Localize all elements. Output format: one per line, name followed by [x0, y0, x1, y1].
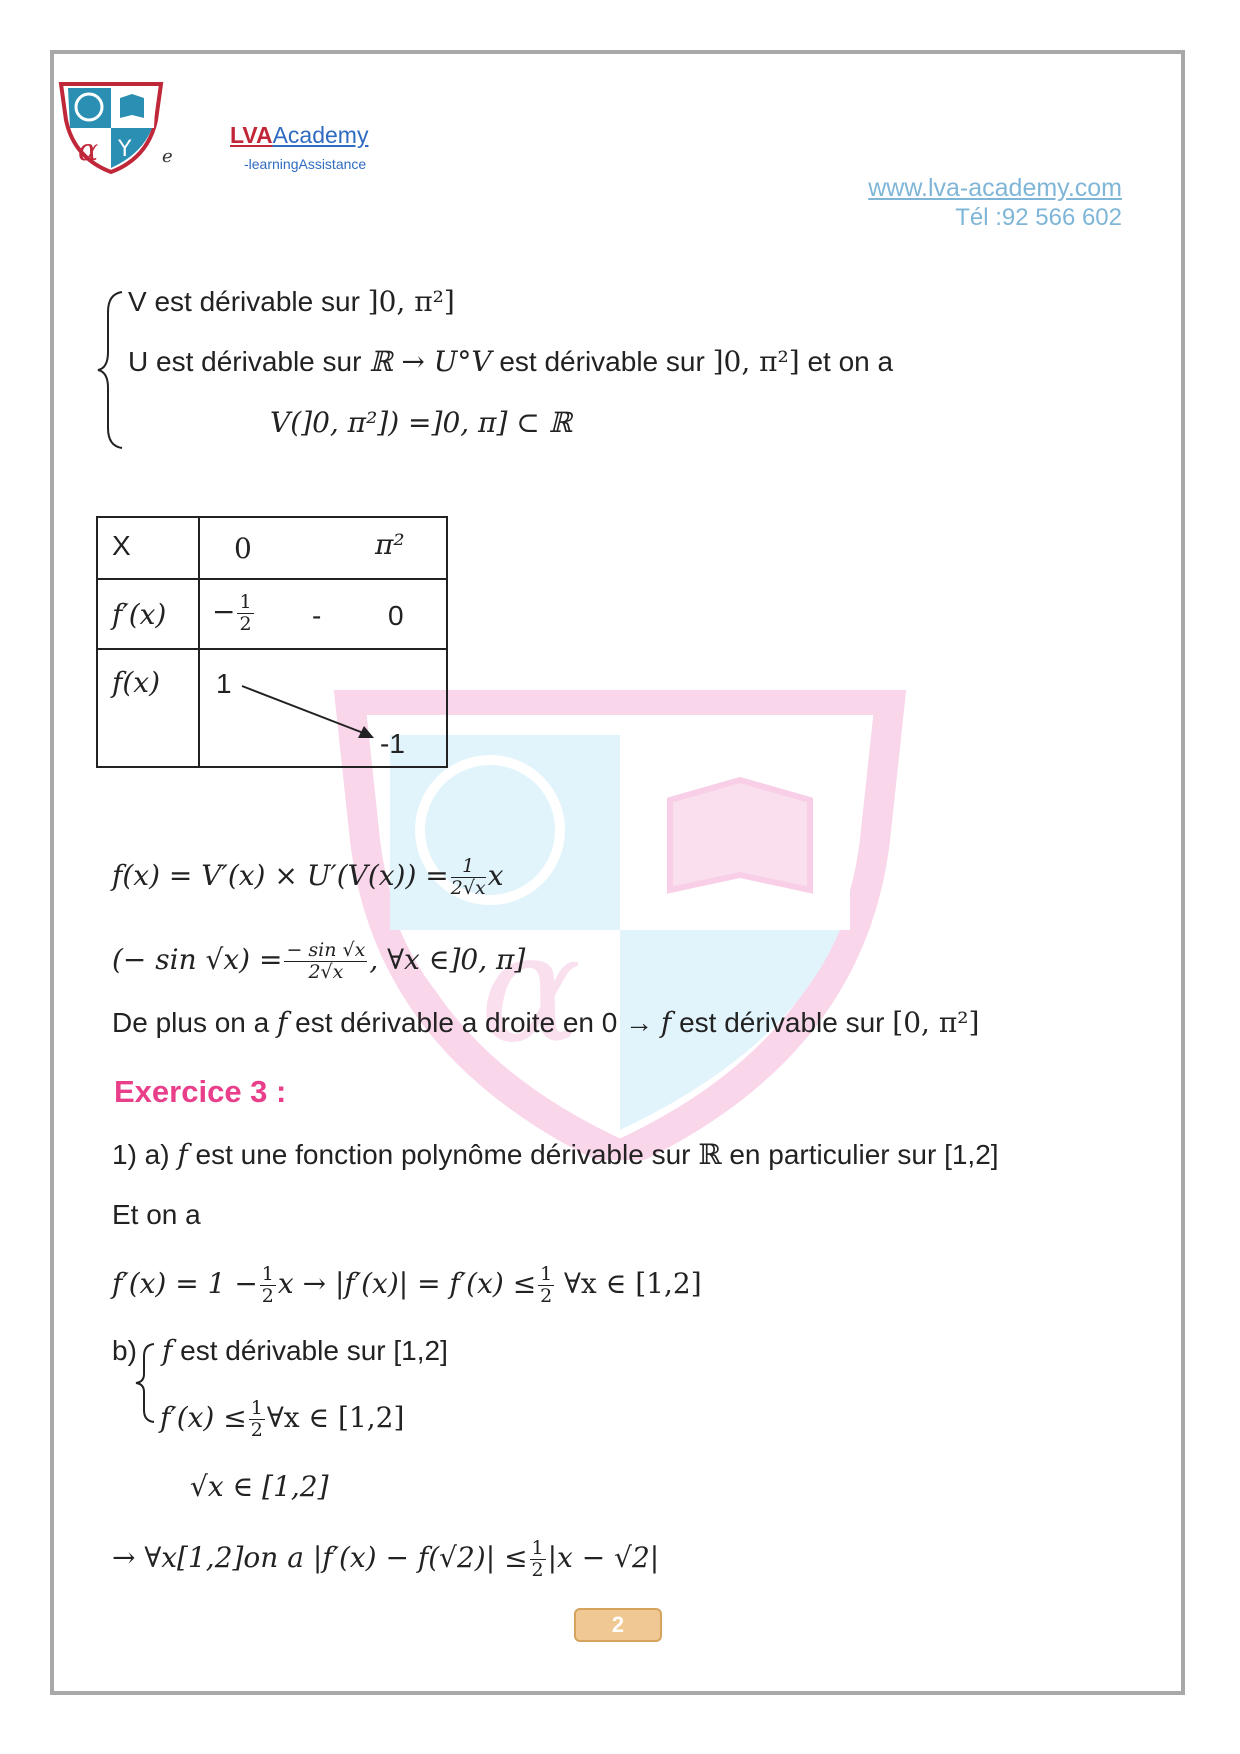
derivative-line3 [112, 1006, 979, 1040]
b-line1-text: est dérivable sur [1,2] [172, 1335, 448, 1366]
derivative-line2-num: − sin √x [286, 939, 366, 961]
cell-x-label [97, 517, 199, 579]
website-link[interactable]: www.lva-academy.com [868, 174, 1122, 202]
system1-line1-text: V est dérivable sur [128, 286, 368, 317]
derivative-line2 [112, 940, 525, 983]
x-end: π² [375, 528, 405, 561]
fprime-mid: x → |f′(x)| = f′(x) ≤ [277, 1266, 537, 1300]
cell-fprime-values [199, 579, 447, 649]
cell-f-label [97, 649, 199, 767]
derivative-line2-tail: , ∀x ∈]0, π] [369, 942, 526, 976]
b-line2-lhs: f′(x) ≤ [160, 1400, 247, 1434]
q1a-text-c: en particulier sur [1,2] [721, 1139, 999, 1170]
q1a-math-b: ℝ [698, 1138, 722, 1171]
fprime-end: 0 [388, 600, 404, 631]
b-label: b) [112, 1335, 137, 1366]
conclusion-tail: |x − √2| [547, 1540, 660, 1574]
page-number-badge: 2 [574, 1608, 662, 1642]
conclusion-line [112, 1538, 659, 1581]
system1-line2-text-b: est dérivable sur [491, 346, 713, 377]
f-label: f(x) [112, 666, 161, 699]
x-start: 0 [234, 532, 252, 565]
phone-number: Tél :92 566 602 [955, 204, 1122, 231]
q1a-math: f [177, 1138, 188, 1171]
f-end: -1 [380, 728, 405, 759]
conclusion-fraction [530, 1538, 546, 1581]
derivative-line3-text-b: est dérivable a droite en 0 → [287, 1007, 661, 1038]
fprime-start-sign: − [212, 594, 236, 628]
fprime-num-2: 1 [540, 1263, 553, 1285]
fprime-fraction-2 [538, 1264, 554, 1307]
b-line3: √x ∈ [1,2] [190, 1470, 329, 1503]
table-row-f [97, 649, 447, 767]
q1a-text-a: 1) a) [112, 1139, 178, 1170]
system1-line2-text-a: U est dérivable sur [128, 346, 370, 377]
derivative-line1-tail: x [487, 858, 504, 892]
b-line1-math: f [162, 1334, 173, 1367]
fprime-lhs: f′(x) = 1 − [112, 1266, 258, 1300]
derivative-line3-math-c: [0, π²] [892, 1006, 980, 1039]
system1-line2-text-c: et on a [799, 346, 894, 377]
svg-text:Y: Y [118, 137, 132, 162]
fprime-start-den: 2 [239, 613, 252, 635]
derivative-line3-text-a: De plus on a [112, 1007, 277, 1038]
derivative-line2-den: 2√x [308, 961, 344, 983]
derivative-line2-fraction [284, 940, 367, 983]
x-label: X [112, 530, 131, 561]
q1a-text-b: est une fonction polynôme dérivable sur [187, 1139, 699, 1170]
fprime-bound-line [112, 1264, 702, 1307]
cell-fprime-label [97, 579, 199, 649]
system1-line2-math-b: ]0, π²] [712, 345, 800, 378]
derivative-line2-math: (− sin √x) = [112, 942, 283, 976]
exercise-heading: Exercice 3 : [114, 1074, 287, 1109]
conclusion-den: 2 [531, 1559, 544, 1581]
svg-text:α: α [78, 133, 99, 168]
b-line1 [162, 1334, 448, 1368]
derivative-line1-fraction [451, 856, 486, 899]
svg-text:α: α [480, 902, 582, 1076]
table-row-fprime [97, 579, 447, 649]
fprime-sign: - [312, 600, 322, 631]
fprime-label: f′(x) [112, 598, 167, 631]
brand-lva: LVA [230, 122, 273, 148]
brand-academy: Academy [272, 122, 369, 148]
decreasing-arrow [240, 684, 380, 744]
cell-f-values [199, 649, 447, 767]
fprime-start [212, 592, 256, 635]
system1-line3: V(]0, π²]) =]0, π] ⊂ ℝ [270, 406, 572, 439]
b-line2 [160, 1398, 404, 1441]
derivative-line3-math-a: f [277, 1006, 288, 1039]
fprime-fraction-1 [260, 1264, 276, 1307]
fprime-tail: ∀x ∈ [1,2] [564, 1266, 702, 1300]
system1-line1-math: ]0, π²] [367, 285, 455, 318]
fprime-den-2: 2 [540, 1285, 553, 1307]
fprime-num-1: 1 [261, 1263, 274, 1285]
exercise-q1a [112, 1138, 999, 1172]
derivative-line3-math-b: f [660, 1006, 672, 1039]
f-start: 1 [216, 668, 232, 699]
cell-x-values [199, 517, 447, 579]
derivative-line3-text-c: est dérivable sur [671, 1007, 893, 1038]
logo-letter: e [162, 146, 173, 167]
table-row-x [97, 517, 447, 579]
derivative-line1-den: 2√x [450, 877, 486, 899]
system1-line2 [128, 345, 893, 379]
variation-table [96, 516, 448, 768]
et-on-a: Et on a [112, 1199, 201, 1230]
b-line2-tail: ∀x ∈ [1,2] [266, 1400, 405, 1434]
derivative-line1-num: 1 [451, 856, 486, 878]
b-line2-fraction [249, 1398, 265, 1441]
fprime-start-fraction [237, 592, 253, 635]
derivative-line1-math: f(x) = V′(x) × U′(V(x)) = [112, 858, 449, 892]
system1-line2-math-a: ℝ → U°V [369, 345, 492, 378]
left-brace-2 [134, 1342, 158, 1424]
left-brace-1 [96, 290, 126, 450]
b-line2-num: 1 [250, 1397, 263, 1419]
brand-name [230, 122, 368, 149]
derivative-line1 [112, 856, 503, 899]
fprime-den-1: 2 [261, 1285, 274, 1307]
b-line2-den: 2 [250, 1419, 263, 1441]
conclusion-num: 1 [531, 1537, 544, 1559]
conclusion-lhs: → ∀x[1,2]on a |f′(x) − f(√2)| ≤ [112, 1540, 528, 1574]
system1-line1 [128, 285, 455, 319]
brand-subtitle: -learningAssistance [244, 156, 367, 172]
lva-academy-logo [56, 80, 166, 175]
fprime-start-num: 1 [239, 591, 252, 613]
